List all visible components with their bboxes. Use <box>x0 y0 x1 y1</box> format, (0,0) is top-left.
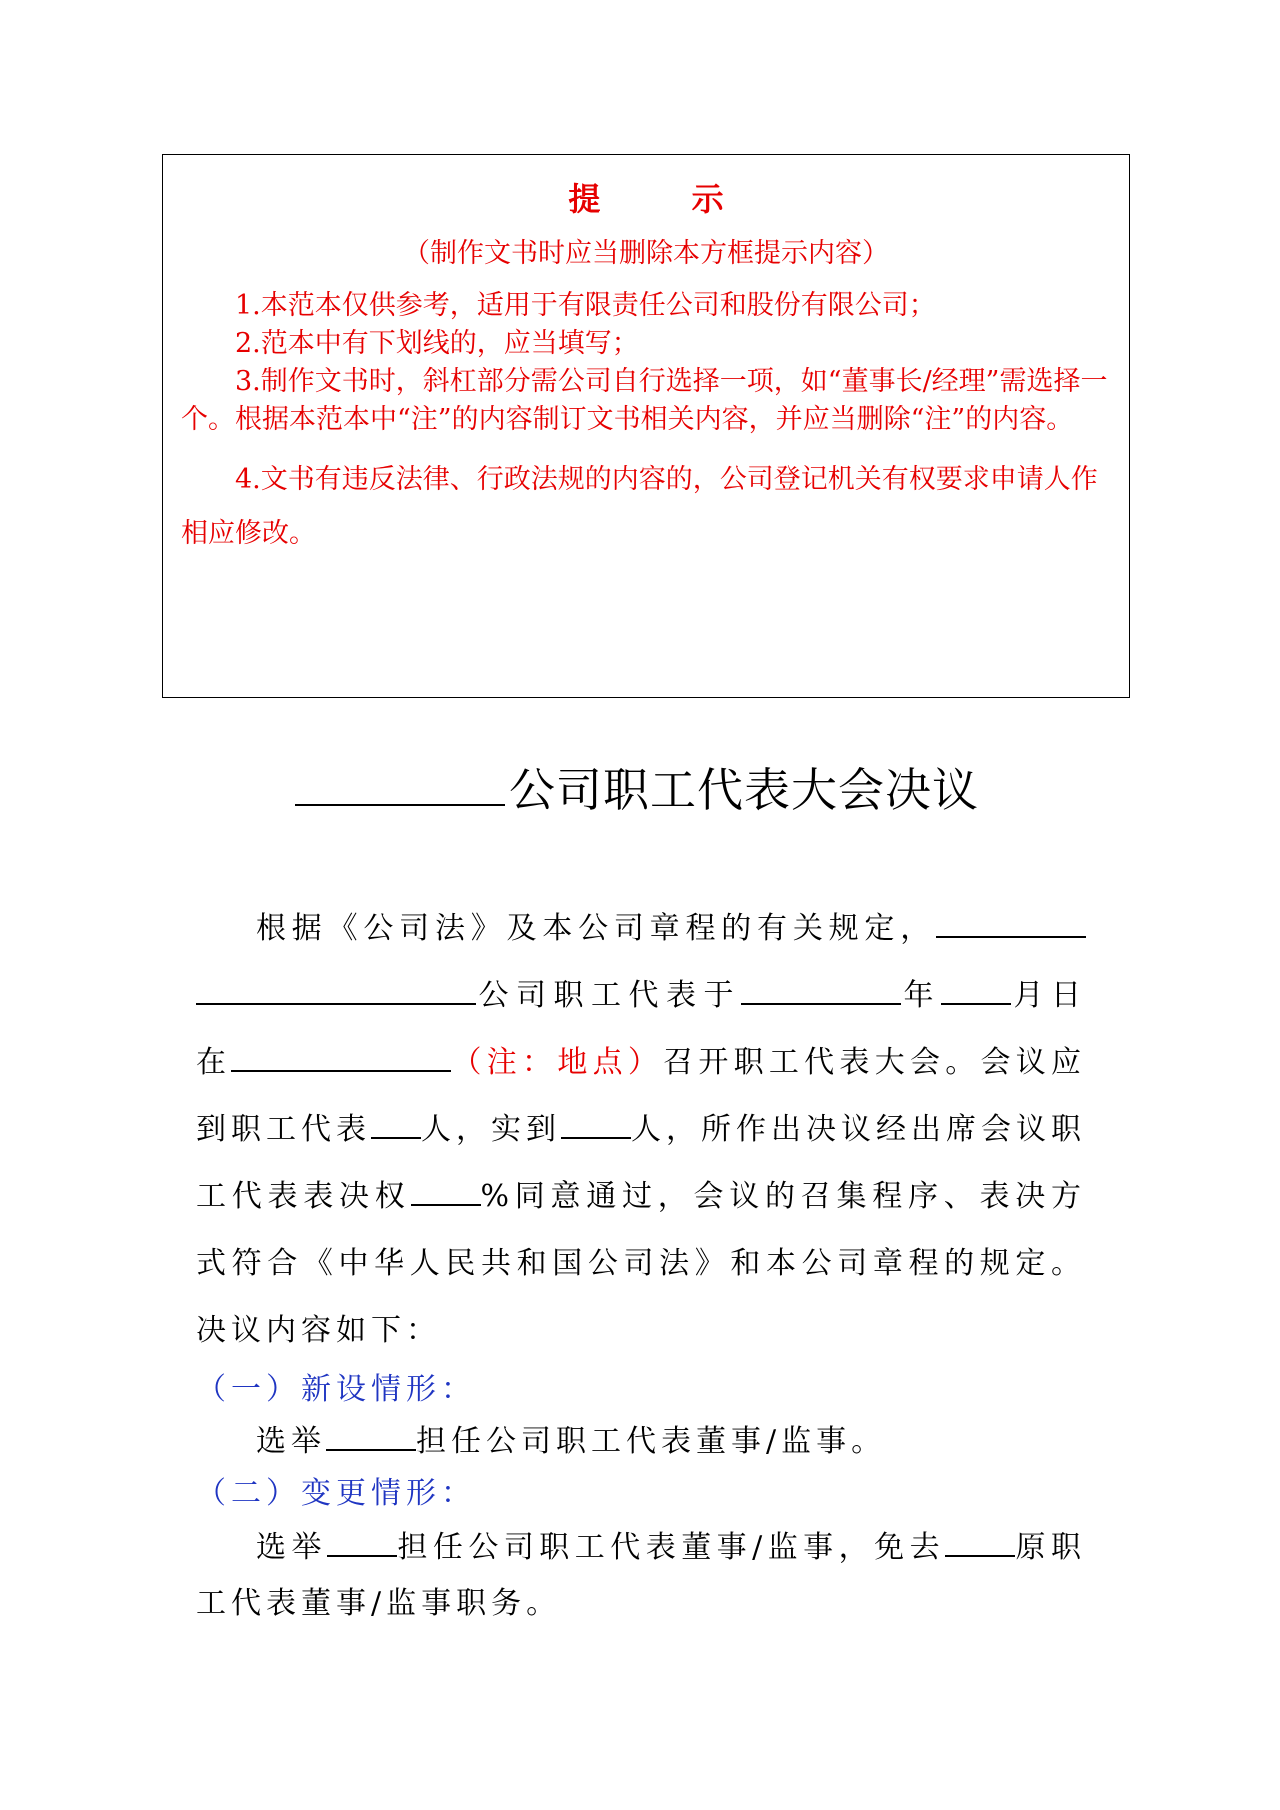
blank-month[interactable] <box>941 973 1011 1005</box>
notice-item-3: 3.制作文书时，斜杠部分需公司自行选择一项，如“董事长/经理”需选择一个。根据本范本中“注”的内容制订文书相关内容，并应当删除“注”的内容。 <box>181 366 1108 435</box>
blank-company-2[interactable] <box>196 973 476 1005</box>
p1-text-d: 人，所作出决议经出席会议职工代表表决权 <box>196 1112 1086 1214</box>
blank-section2-new[interactable] <box>327 1525 397 1557</box>
notice-item-2: 2.范本中有下划线的，应当填写； <box>235 328 639 359</box>
p1-text-people: 人，实到 <box>421 1112 561 1147</box>
section-2-heading: （二）变更情形： <box>196 1476 476 1511</box>
notice-subtitle: （制作文书时应当删除本方框提示内容） <box>403 238 889 269</box>
p1-year-label: 年 <box>901 978 941 1013</box>
notice-title: 提 示 <box>568 180 764 218</box>
p1-day-label: 日在 <box>196 978 1086 1080</box>
p1-text-b: 公司职工代表于 <box>476 978 741 1013</box>
section-2-text-b: 担任公司职工代表董事/监事，免去 <box>396 1530 946 1565</box>
p1-text-a: 根据《公司法》及本公司章程的有关规定， <box>256 911 936 946</box>
section-1-heading: （一）新设情形： <box>196 1372 476 1407</box>
p1-location-note: （注：地点） <box>451 1045 664 1080</box>
notice-item-4: 4.文书有违反法律、行政法规的内容的，公司登记机关有权要求申请人作相应修改。 <box>181 464 1098 549</box>
blank-year[interactable] <box>741 973 901 1005</box>
resolution-paragraph <box>196 895 1086 1364</box>
notice-box <box>162 154 1130 698</box>
document-title-text: 公司职工代表大会决议 <box>509 763 979 817</box>
company-name-blank[interactable] <box>295 756 505 806</box>
p1-text-c: 召开职工代表大会。会议应到职工代表 <box>196 1045 1087 1147</box>
section-2-text-c: 原职工代表董事/监事职务。 <box>196 1530 1087 1621</box>
document-title <box>295 756 979 822</box>
blank-expected-count[interactable] <box>371 1107 421 1139</box>
blank-location[interactable] <box>231 1040 451 1072</box>
section-2-text-a: 选举 <box>256 1530 327 1565</box>
section-1-text-a: 选举 <box>256 1424 326 1459</box>
p1-text-e: %同意通过，会议的召集程序、表决方式符合《中华人民共和国公司法》和本公司章程的规定。决议内容如下： <box>196 1179 1086 1348</box>
blank-section2-old[interactable] <box>945 1525 1015 1557</box>
notice-item-1: 1.本范本仅供参考，适用于有限责任公司和股份有限公司； <box>235 290 936 321</box>
section-1-text-b: 担任公司职工代表董事/监事。 <box>416 1424 887 1459</box>
blank-actual-count[interactable] <box>561 1107 631 1139</box>
section-1-content <box>196 1416 1086 1468</box>
section-2-content <box>196 1520 1086 1632</box>
blank-company-1[interactable] <box>936 906 1086 938</box>
document-body <box>196 895 1086 1632</box>
blank-section1-name[interactable] <box>326 1419 416 1451</box>
blank-percentage[interactable] <box>411 1174 481 1206</box>
p1-month-label: 月 <box>1011 978 1051 1013</box>
